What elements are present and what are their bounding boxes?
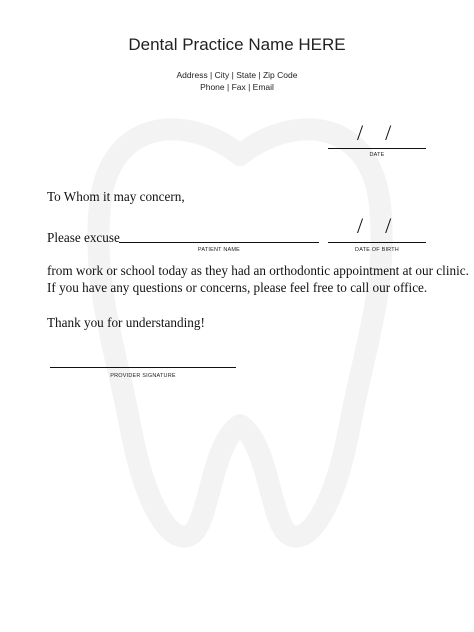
dob-slashes: / / [357,213,392,238]
date-slashes: / / [357,120,392,145]
signature-label: PROVIDER SIGNATURE [110,373,176,379]
patient-name-line[interactable] [119,242,319,243]
excuse-prefix-text: Please excuse [47,230,120,245]
patient-name-label: PATIENT NAME [197,247,241,253]
closing-text: Thank you for understanding! [47,315,205,330]
dob-line[interactable] [328,242,426,243]
practice-contact: Phone | Fax | Email [200,82,274,92]
signature-line[interactable] [50,367,236,368]
body-line-1: from work or school today as they had an orthodontic appointment at our clinic. [47,263,469,278]
date-label: DATE [369,152,385,158]
dob-label: DATE OF BIRTH [355,247,399,253]
body-line-2: If you have any questions or concerns, please feel free to call our office. [47,280,428,295]
salutation-text: To Whom it may concern, [47,189,185,204]
date-line[interactable] [328,148,426,149]
practice-name-header [0,30,474,54]
practice-address: Address | City | State | Zip Code [176,70,298,80]
practice-name-text: Dental Practice Name HERE [128,35,346,54]
